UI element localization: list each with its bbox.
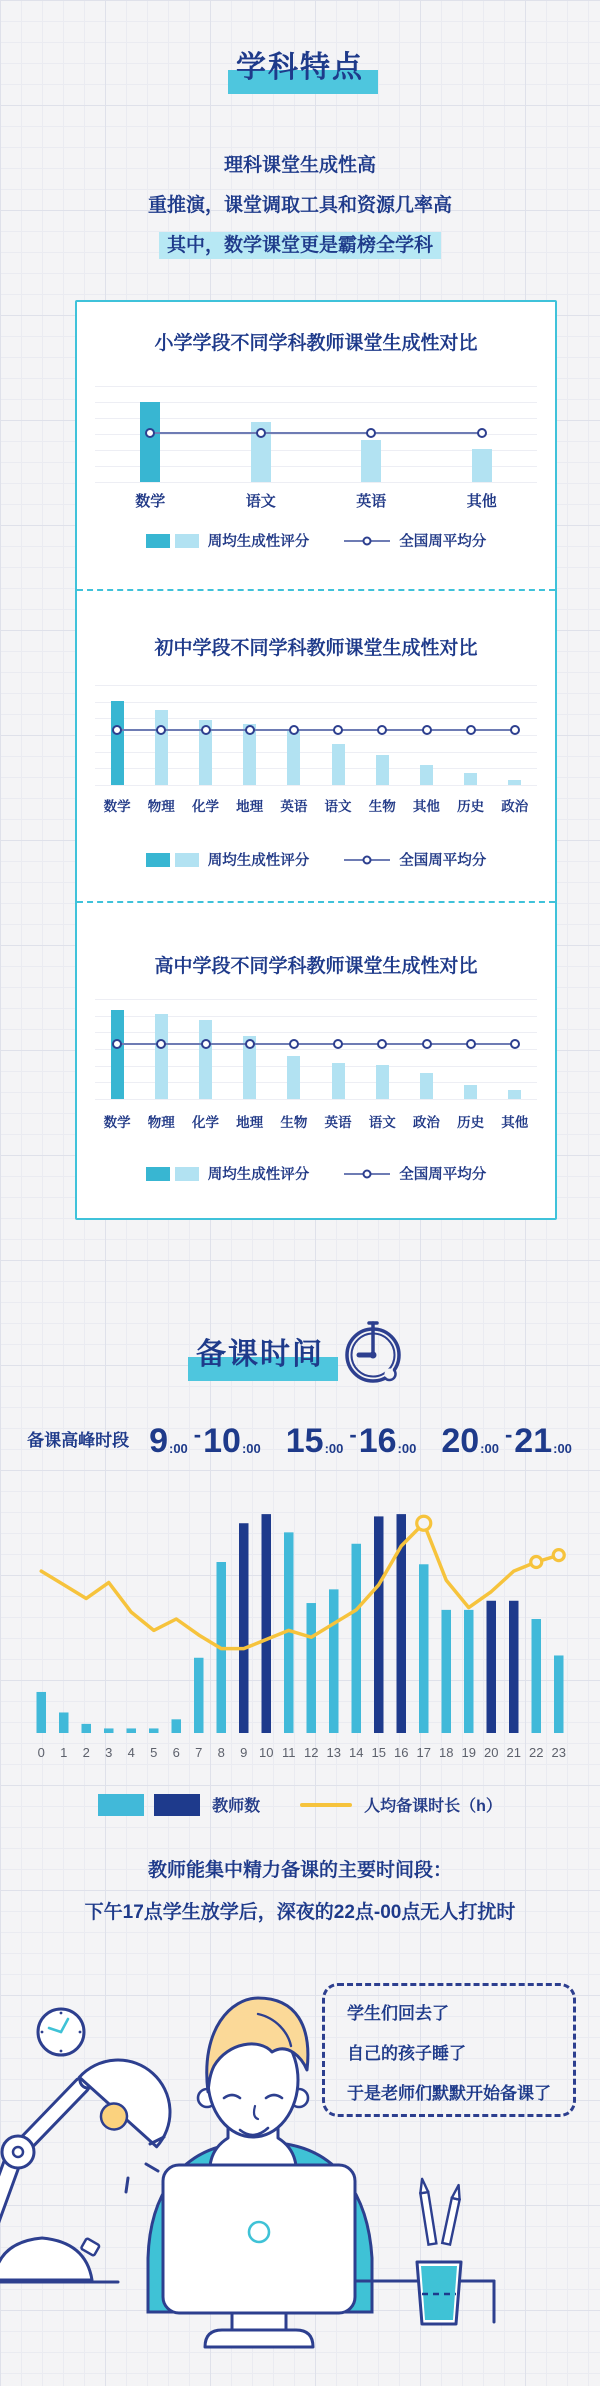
hour-tick-0: 0: [37, 1745, 45, 1760]
bar-英语: [287, 731, 300, 785]
intro-line-3: [0, 226, 600, 266]
x-label-物理: 物理: [147, 799, 175, 814]
average-line-marker: [333, 1039, 343, 1049]
legend-line-label: 全国周平均分: [399, 1167, 487, 1183]
legend-line-icon: [344, 1173, 390, 1175]
legend-bars-label: 周均生成性评分: [207, 853, 310, 869]
middle-bar-chart: [95, 685, 537, 785]
speech-bubble: [322, 1983, 576, 2117]
x-label-生物: 生物: [368, 799, 396, 814]
national-average-line: [117, 1043, 515, 1045]
hour-tick-8: 8: [217, 1745, 225, 1760]
legend-swatch-dark: [146, 853, 170, 867]
prep-time-title: 备课时间: [196, 1329, 324, 1373]
legend-swatch-light: [175, 1167, 199, 1181]
prep-duration-legend-label: 人均备课时长（h）: [364, 1798, 502, 1815]
high-school-chart-section: [77, 903, 555, 1222]
hour-tick-12: 12: [304, 1745, 319, 1760]
bubble-line-1: 学生们回去了: [347, 2004, 449, 2023]
bar-其他: [420, 765, 433, 785]
x-label-其他: 其他: [466, 493, 497, 510]
peak-hour: 9: [149, 1422, 168, 1460]
conclusion-line-2: 下午17点学生放学后，深夜的22点-00点无人打扰时: [84, 1902, 516, 1923]
peak-times-label: 备课高峰时段: [27, 1431, 130, 1450]
hour-tick-3: 3: [105, 1745, 113, 1760]
x-label-生物: 生物: [280, 1115, 308, 1130]
bar-语文: [376, 1065, 389, 1099]
x-label-语文: 语文: [324, 799, 352, 814]
hourly-prep-chart: [30, 1505, 570, 1733]
legend-bars-label: 周均生成性评分: [207, 534, 310, 550]
bar-生物: [287, 1056, 300, 1099]
average-line-marker: [245, 725, 255, 735]
peak-minutes: :00: [241, 1441, 261, 1456]
hour-tick-14: 14: [349, 1745, 364, 1760]
hour-tick-21: 21: [506, 1745, 521, 1760]
page-title: 学科特点: [236, 42, 364, 86]
hour-tick-16: 16: [394, 1745, 409, 1760]
hour-tick-23: 23: [551, 1745, 566, 1760]
hour-tick-5: 5: [150, 1745, 158, 1760]
x-label-地理: 地理: [236, 799, 264, 814]
x-label-其他: 其他: [412, 799, 440, 814]
x-label-化学: 化学: [191, 1115, 219, 1130]
elementary-legend: [77, 530, 555, 551]
chart-title-high: 高中学段不同学科教师课堂生成性对比: [154, 956, 478, 977]
peak-time-range: [149, 1424, 262, 1458]
conclusion-text: [0, 1850, 600, 1934]
peak-hour: 10: [203, 1422, 241, 1460]
intro-text: [0, 146, 600, 266]
peak-minutes: :00: [480, 1441, 499, 1456]
legend-line-label: 全国周平均分: [399, 534, 487, 550]
x-label-历史: 历史: [457, 1115, 485, 1130]
peak-times-values: [149, 1424, 573, 1458]
bar-数学: [111, 701, 124, 785]
hour-axis-ticks: [30, 1745, 570, 1760]
national-average-line: [117, 729, 515, 731]
wall-clock-icon: [38, 2009, 84, 2055]
hour-tick-18: 18: [439, 1745, 454, 1760]
x-label-物理: 物理: [147, 1115, 175, 1130]
legend-bars-label: 周均生成性评分: [207, 1167, 310, 1183]
bar-政治: [508, 780, 521, 785]
hour-tick-4: 4: [127, 1745, 135, 1760]
middle-legend: [77, 849, 555, 870]
middle-school-chart-section: [77, 591, 555, 901]
average-line-marker: [466, 725, 476, 735]
bubble-line-3: 于是老师们默默开始备课了: [347, 2084, 551, 2103]
intro-line-2: 重推演，课堂调取工具和资源几率高: [147, 195, 452, 216]
elementary-x-labels: [95, 490, 537, 511]
subject-charts-card: [75, 300, 557, 1220]
range-dash: -: [193, 1422, 202, 1447]
average-line-marker: [201, 1039, 211, 1049]
high-bar-chart: [95, 999, 537, 1099]
x-label-历史: 历史: [457, 799, 485, 814]
hour-tick-7: 7: [195, 1745, 203, 1760]
hour-tick-22: 22: [529, 1745, 544, 1760]
legend-yellow-line-icon: [300, 1803, 352, 1807]
bar-物理: [155, 710, 168, 785]
average-line-marker: [422, 725, 432, 735]
x-label-英语: 英语: [280, 799, 308, 814]
bubble-line-2: 自己的孩子睡了: [347, 2044, 466, 2063]
average-line-marker: [245, 1039, 255, 1049]
bar-政治: [420, 1073, 433, 1099]
prep-time-header-row: [0, 1316, 600, 1386]
hour-tick-9: 9: [240, 1745, 248, 1760]
bar-化学: [199, 1020, 212, 1099]
average-line-marker: [377, 1039, 387, 1049]
hour-tick-2: 2: [82, 1745, 90, 1760]
x-label-英语: 英语: [324, 1115, 352, 1130]
bar-其他: [472, 449, 492, 482]
bar-语文: [332, 744, 345, 785]
bar-英语: [361, 440, 381, 482]
hour-tick-20: 20: [484, 1745, 499, 1760]
elementary-bar-chart: [95, 386, 537, 482]
average-line-marker: [289, 725, 299, 735]
peak-time-range: [286, 1424, 418, 1458]
elementary-chart-section: [77, 302, 555, 589]
x-label-语文: 语文: [245, 493, 276, 510]
bar-历史: [464, 773, 477, 785]
peak-minutes: :00: [169, 1441, 188, 1456]
average-line-marker: [477, 428, 487, 438]
x-label-政治: 政治: [412, 1115, 440, 1130]
peak-hour: 15: [285, 1422, 324, 1460]
hour-tick-17: 17: [416, 1745, 431, 1760]
average-line-marker: [201, 725, 211, 735]
average-line-marker: [333, 725, 343, 735]
legend-swatch-navy: [154, 1794, 200, 1816]
legend-line-label: 全国周平均分: [399, 853, 487, 869]
range-dash: -: [349, 1422, 357, 1447]
hour-tick-6: 6: [172, 1745, 180, 1760]
intro-highlight: 其中，数学课堂更是霸榜全学科: [159, 232, 441, 259]
pen-cup-icon: [417, 2178, 463, 2324]
x-label-数学: 数学: [103, 1115, 131, 1130]
peak-time-range: [441, 1424, 573, 1458]
legend-line-icon: [344, 540, 390, 542]
average-line-marker: [289, 1039, 299, 1049]
legend-swatch-light: [175, 853, 199, 867]
clock-icon: [342, 1316, 404, 1386]
average-line-marker: [366, 428, 376, 438]
bar-物理: [155, 1014, 168, 1099]
x-label-其他: 其他: [501, 1115, 529, 1130]
x-label-政治: 政治: [501, 799, 529, 814]
average-line-marker: [422, 1039, 432, 1049]
bar-其他: [508, 1090, 521, 1099]
bar-英语: [332, 1063, 345, 1099]
hourly-chart-legend: [0, 1793, 600, 1816]
page-title-row: [0, 42, 600, 86]
chart-title-elementary: 小学学段不同学科教师课堂生成性对比: [154, 333, 478, 354]
intro-line-1: 理科课堂生成性高: [223, 155, 376, 176]
hour-tick-15: 15: [371, 1745, 386, 1760]
peak-times-row: [0, 1424, 600, 1458]
peak-minutes: :00: [397, 1441, 417, 1456]
range-dash: -: [504, 1422, 513, 1447]
legend-swatch-cyan: [98, 1794, 144, 1816]
x-label-数学: 数学: [103, 799, 131, 814]
x-label-语文: 语文: [368, 1115, 396, 1130]
bar-数学: [140, 402, 160, 482]
average-line-marker: [510, 1039, 520, 1049]
x-label-数学: 数学: [135, 493, 166, 510]
national-average-line: [150, 432, 482, 434]
peak-minutes: :00: [324, 1441, 344, 1456]
peak-hour: 16: [358, 1422, 397, 1460]
legend-swatch-light: [175, 534, 199, 548]
x-label-地理: 地理: [236, 1115, 264, 1130]
middle-x-labels: [95, 795, 537, 815]
monitor-icon: [163, 2165, 355, 2347]
hour-tick-13: 13: [326, 1745, 341, 1760]
hour-tick-1: 1: [60, 1745, 68, 1760]
average-line-marker: [510, 725, 520, 735]
average-line-marker: [377, 725, 387, 735]
legend-swatch-dark: [146, 534, 170, 548]
average-line-marker: [466, 1039, 476, 1049]
peak-hour: 21: [514, 1422, 553, 1460]
conclusion-line-1: 教师能集中精力备课的主要时间段：: [147, 1860, 452, 1881]
x-label-化学: 化学: [191, 799, 219, 814]
average-line-marker: [256, 428, 266, 438]
x-label-英语: 英语: [356, 493, 387, 510]
bar-生物: [376, 755, 389, 785]
legend-line-icon: [344, 859, 390, 861]
teachers-legend-label: 教师数: [212, 1798, 261, 1815]
hour-tick-10: 10: [259, 1745, 274, 1760]
bar-历史: [464, 1085, 477, 1099]
legend-swatch-dark: [146, 1167, 170, 1181]
high-legend: [77, 1163, 555, 1184]
high-x-labels: [95, 1111, 537, 1131]
peak-minutes: :00: [553, 1441, 572, 1456]
peak-hour: 20: [441, 1422, 480, 1460]
chart-title-middle: 初中学段不同学科教师课堂生成性对比: [154, 638, 478, 659]
bar-数学: [111, 1010, 124, 1099]
hour-tick-11: 11: [282, 1745, 296, 1760]
hour-tick-19: 19: [461, 1745, 476, 1760]
